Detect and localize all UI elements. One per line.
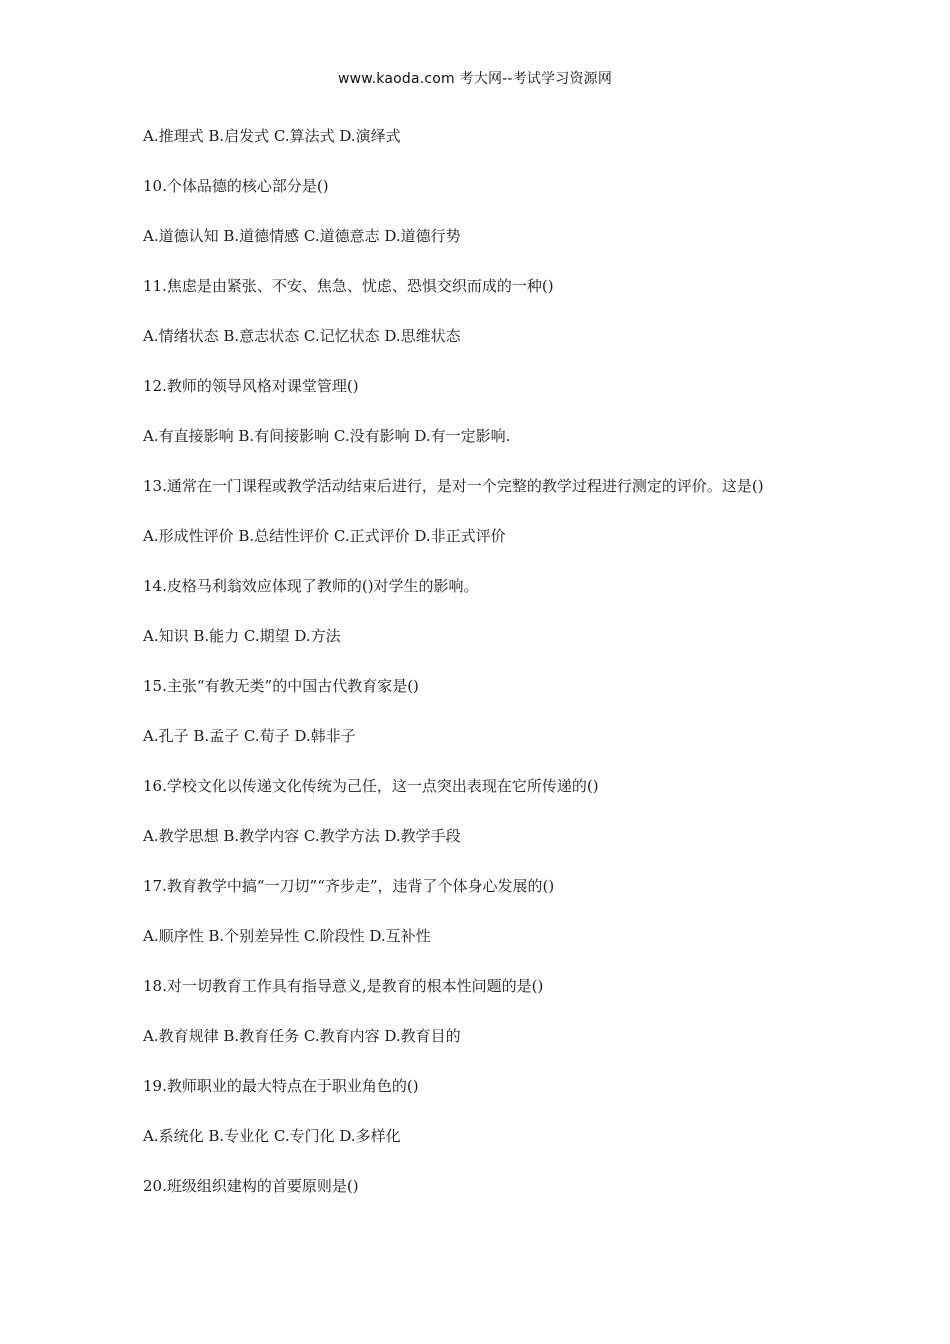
options-line: A.教学思想 B.教学内容 C.教学方法 D.教学手段	[143, 827, 461, 845]
options-line: A.系统化 B.专业化 C.专门化 D.多样化	[143, 1127, 401, 1145]
question-11: 11.焦虑是由紧张、不安、焦急、忧虑、恐惧交织而成的一种()	[143, 277, 554, 295]
options-line: A.情绪状态 B.意志状态 C.记忆状态 D.思维状态	[143, 327, 461, 345]
question-19: 19.教师职业的最大特点在于职业角色的()	[143, 1077, 419, 1095]
question-18: 18.对一切教育工作具有指导意义,是教育的根本性问题的是()	[143, 977, 544, 995]
question-17: 17.教育教学中搞“一刀切”“齐步走”，违背了个体身心发展的()	[143, 877, 555, 895]
options-line: A.形成性评价 B.总结性评价 C.正式评价 D.非正式评价	[143, 527, 506, 545]
question-16: 16.学校文化以传递文化传统为己任，这一点突出表现在它所传递的()	[143, 777, 599, 795]
question-20: 20.班级组织建构的首要原则是()	[143, 1177, 359, 1195]
options-line: A.孔子 B.孟子 C.荀子 D.韩非子	[143, 727, 356, 745]
options-line: A.有直接影响 B.有间接影响 C.没有影响 D.有一定影响.	[143, 427, 511, 445]
options-line: A.道德认知 B.道德情感 C.道德意志 D.道德行势	[143, 227, 461, 245]
page-header: www.kaoda.com 考大网--考试学习资源网	[337, 71, 613, 87]
question-15: 15.主张“有教无类”的中国古代教育家是()	[143, 677, 419, 695]
question-13: 13.通常在一门课程或教学活动结束后进行，是对一个完整的教学过程进行测定的评价。这是()	[143, 477, 764, 495]
options-line: A.推理式 B.启发式 C.算法式 D.演绎式	[143, 127, 401, 145]
question-14: 14.皮格马利翁效应体现了教师的()对学生的影响。	[143, 577, 479, 595]
question-10: 10.个体品德的核心部分是()	[143, 177, 329, 195]
question-12: 12.教师的领导风格对课堂管理()	[143, 377, 359, 395]
options-line: A.教育规律 B.教育任务 C.教育内容 D.教育目的	[143, 1027, 461, 1045]
options-line: A.知识 B.能力 C.期望 D.方法	[143, 627, 341, 645]
document-body	[143, 124, 808, 1224]
options-line: A.顺序性 B.个别差异性 C.阶段性 D.互补性	[143, 927, 431, 945]
